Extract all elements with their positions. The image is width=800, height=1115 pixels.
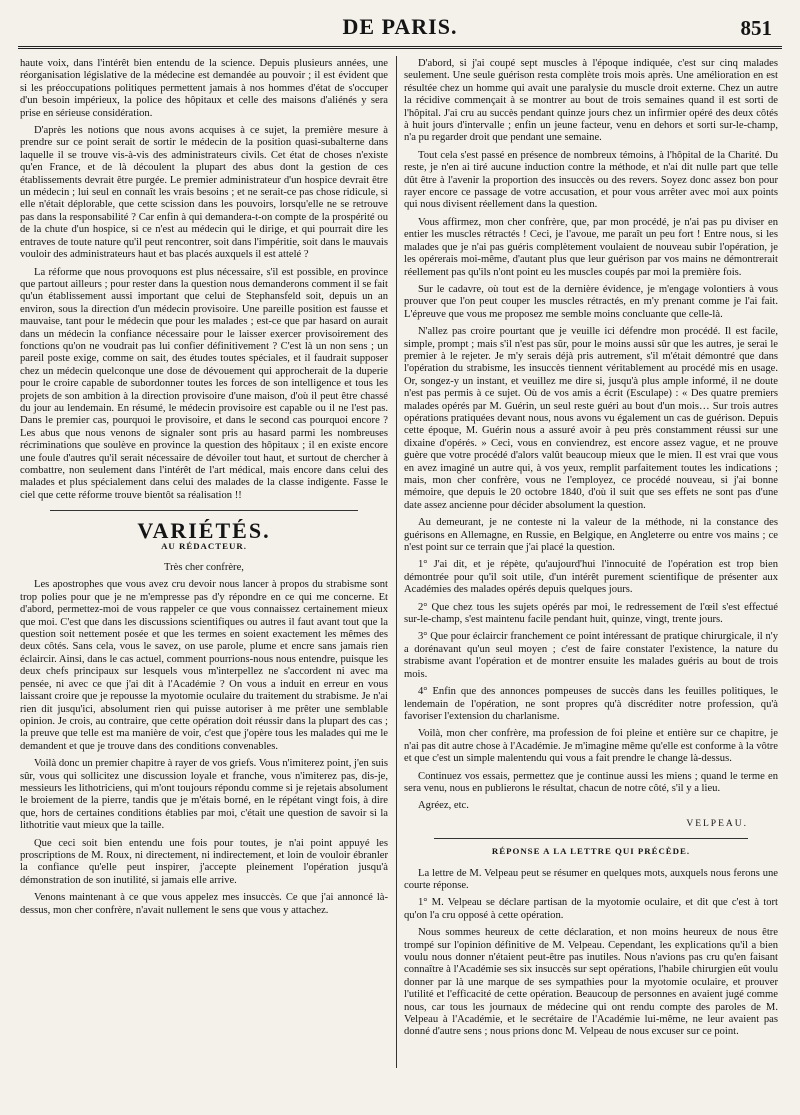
right-paragraph-6: Au demeurant, je ne conteste ni la valeur de la méthode, ni la constance des guérisons en Allemagne, en Russie, en Belgique, en Angleterre ou entre vos mains ; ce n'est point sur ce terrain que j'ai placé la question.: [404, 517, 778, 554]
left-paragraph-5: Voilà donc un premier chapitre à rayer de vos griefs. Vous n'imiterez point, j'en suis sûr, vous qui sollicitez une discussion loyale et franche, vous n'imiterez pas, dis-je, messieurs les lithotriciens, qui m'ont toujours répondu comme si je rejetais absolument le broiement de la pierre, tandis que je m'étais borné, en le répétant vingt fois, à dire que, hors de certaines conditions établies par moi, c'était une question de savoir si la lithotritie vaut mieux que la taille.: [20, 758, 388, 832]
numbered-points: [404, 559, 778, 723]
right-paragraph-1: D'abord, si j'ai coupé sept muscles à l'époque indiquée, c'est sur cinq malades seulement. Une seule guérison resta complète trois mois après. Une amélioration en est résultée chez un homme qui avait une paralysie du muscle droit externe. Chez un autre la récidive commençait à se montrer au bout de trois semaines quand il est sorti de l'hôpital. J'ai cru au succès pendant quinze jours chez un infirmier opéré des deux côtés à huit jours d'intervalle ; enfin un jeune facteur, venu en dehors et sorti sur-le-champ, n'a pu regarder droit que pendant une semaine.: [404, 58, 778, 144]
section-separator: [50, 510, 358, 511]
right-paragraph-4: Sur le cadavre, où tout est de la dernière évidence, je m'engage volontiers à vous prouver que l'on peut couper les muscles rétractés, en m'y prenant comme je l'ai fait. L'épreuve que vous me proposez me semble moins concluante que celle-là.: [404, 283, 778, 320]
header-rule: [18, 46, 782, 49]
column-divider: [396, 56, 397, 1068]
reply-title: RÉPONSE A LA LETTRE QUI PRÉCÈDE.: [491, 846, 691, 857]
right-paragraph-11: Voilà, mon cher confrère, ma profession de foi pleine et entière sur ce chapitre, je n'ai pas dit autre chose à l'Académie. Je m'imagine même qu'elle est conforme à la vôtre et que c'est un simple malentendu qui vous a fait prendre le change là-dessus.: [404, 728, 778, 765]
left-paragraph-7: Venons maintenant à ce que vous appelez mes insuccès. Ce que j'ai annoncé là-dessus, mon cher confrère, n'avait nullement le sens que vous y attachez.: [20, 892, 388, 916]
reply-separator: [434, 838, 748, 839]
point-3: 3° Que pour éclaircir franchement ce point intéressant de pratique chirurgicale, il n'y a dorénavant qu'un seul moyen ; c'est de faire constater l'existence, la nature du strabisme avant l'opération et de montrer ensuite les malades guéris au bout de trois mois.: [404, 631, 778, 680]
right-paragraph-3: Vous affirmez, mon cher confrère, que, par mon procédé, je n'ai pas pu diviser en entier les muscles rétractés ! Ceci, je l'avoue, me paraît un peu fort ! Entre nous, si les malades que je n'ai pas guéris complètement voulaient de nouveau subir l'opération, je les opérerais moi-même, d'autant plus que leur guérison par vos mains ne démontrerait réellement pas qu'ils n'ont point eu les muscles coupés par moi la première fois.: [404, 216, 778, 278]
right-paragraph-13: La lettre de M. Velpeau peut se résumer en quelques mots, auxquels nous ferons une courte réponse.: [404, 867, 778, 891]
left-paragraph-4: Les apostrophes que vous avez cru devoir nous lancer à propos du strabisme sont trop polies pour que je ne m'empresse pas d'y répondre en ce qui me concerne. Et d'abord, permettez-moi de vous rappeler ce que vous connaissez certainement mieux que moi. C'est que dans les discussions scientifiques ou autres il faut avant tout que la question soit nettement posée et que les termes en soient exactement les mêmes des deux côtés. Sans cela, vous le savez, on use parole, plume et encre sans jamais rien éclaircir. Ainsi, dans le cas actuel, comment pourrions-nous nous entendre, puisque les deux chefs principaux sur lesquels vous m'interpellez ne s'accordent ni avec ma pensée, ni avec ce que j'ai dit à l'Académie ? On vous a induit en erreur en vous laissant croire que je repousse la myotomie oculaire du traitement du strabisme. Je n'ai rien dit jusqu'ici, absolument rien qui puisse autoriser à me prêter une semblable opinion. Je crois, au contraire, que cette opération doit réussir dans la plupart des cas ; la preuve que telle est ma manière de voir, c'est que j'opère tous les malades qui me le demandent et que je trouve dans des conditions convenables.: [20, 579, 388, 752]
letter-salutation: Très cher confrère,: [164, 562, 244, 574]
left-paragraph-3: La réforme que nous provoquons est plus nécessaire, s'il est possible, en province que partout ailleurs ; pour rester dans la question nous demanderons comment il se fait qu'un établissement aussi important que celui de Stephansfeld soit, depuis un an environ, sous la direction d'un médecin provisoire. Une pareille position est fausse et mauvaise, tant pour le médecin que pour les malades ; est-ce que par hasard on aurait dans un médecin la confiance nécessaire pour le laisser exercer provisoirement des fonctions qu'on ne voudrait pas lui confier définitivement ? C'est là un non sens ; un pareil poste exige, comme on sait, des études toutes spéciales, et il faudrait supposer chez un médecin quelconque une dose de dévouement qui approcherait de la duperie pour le croire capable de subordonner toutes les forces de son intelligence et tous les projets de son ambition à la direction provisoire d'une maison, d'où il peut être chassé du jour au lendemain. En résumé, le médecin provisoire est capable ou il ne l'est pas. Dans le premier cas, pourquoi le provisoire, et dans le second cas pourquoi encore ? Les abus que nous venons de signaler sont pris au hasard parmi les nombreuses récriminations que soulève en province la question des hôpitaux ; il en existe encore une foule d'autres qu'il serait nécessaire de dévoiler tout haut, et surtout de chercher à combattre, non seulement dans l'intérêt de l'art médical, mais encore dans celui des malades et plus spécialement dans celui des malades de la classe indigente. Fasse le ciel que cette réforme trouve bientôt sa réalisation !!: [20, 266, 388, 501]
letter-closing: Agréez, etc.: [418, 800, 469, 812]
signature: VELPEAU.: [686, 818, 748, 829]
point-4: 4° Enfin que des annonces pompeuses de succès dans les feuilles politiques, le lendemain de l'opération, ne sont propres qu'à discréditer notre profession, qu'à favoriser l'extension du charlanisme.: [404, 686, 778, 722]
point-1: 1° J'ai dit, et je répète, qu'aujourd'hui l'innocuité de l'opération est trop bien démontrée pour qu'il soit utile, d'un intérêt purement scientifique de présenter aux Académies des malades opérés depuis quelques jours.: [404, 559, 778, 596]
right-paragraph-14: 1° M. Velpeau se déclare partisan de la myotomie oculaire, et dit que c'est à tort qu'on l'a cru opposé à cette opération.: [404, 897, 778, 921]
section-title: VARIÉTÉS.: [137, 518, 271, 544]
left-column: [20, 58, 388, 922]
page-number: 851: [740, 16, 772, 40]
left-paragraph-6: Que ceci soit bien entendu une fois pour toutes, je n'ai point appuyé les proscriptions de M. Roux, ni directement, ni indirectement, et loin de vouloir ébranler la confiance qu'elle peut inspirer, j'accepte pleinement l'opération jusqu'à démonstration de son inutilité, si jamais elle arrive.: [20, 837, 388, 886]
right-paragraph-12: Continuez vos essais, permettez que je continue aussi les miens ; quand le terme en sera venu, nous en publierons le résultat, chacun de notre côté, s'il y a lieu.: [404, 770, 778, 794]
right-paragraph-2: Tout cela s'est passé en présence de nombreux témoins, à l'hôpital de la Charité. Du reste, je n'en ai tiré aucune induction contre la méthode, et n'ai dit nulle part que telle dût être à l'avenir la proportion des insuccès ou des revers. Soyez donc assez bon pour rayer encore ce passage de votre accusation, et pour vous arrêter avec moi aux points qui nous divisent réellement dans la question.: [404, 149, 778, 211]
right-column: [404, 58, 778, 1044]
masthead-title: DE PARIS.: [342, 14, 458, 39]
section-subtitle: AU RÉDACTEUR.: [161, 540, 247, 551]
left-paragraph-1: haute voix, dans l'intérêt bien entendu de la science. Depuis plusieurs années, une réorganisation législative de la médecine est demandée au pouvoir ; il est évident que si les préoccupations politiques permettent jamais à nos hommes d'état de s'occuper d'un besoin impérieux, la police des hôpitaux et celle des maisons d'aliénés y sera prise en sérieuse considération.: [20, 58, 388, 119]
right-paragraph-15: Nous sommes heureux de cette déclaration, et non moins heureux de nous être trompé sur l'opinion définitive de M. Velpeau. Cependant, les explications qu'il a bien voulu nous donner n'étaient peut-être pas inutiles. Nous n'avions pas cru qu'en faisant connaître à l'Académie ses six insuccès sur sept opérations, l'habile chirurgien eût voulu donner par là une marque de ses sympathies pour la myotomie oculaire, et prouver l'utilité et l'efficacité de cette opération. Beaucoup de personnes en avaient jugé comme nous, car tous les journaux de médecine qui ont rendu compte des paroles de M. Velpeau à l'Académie, et le secrétaire de l'Académie lui-même, ne leur avaient pas donné d'autre sens ; nous prions donc M. Velpeau de nous excuser sur ce point.: [404, 927, 778, 1038]
point-2: 2° Que chez tous les sujets opérés par moi, le redressement de l'œil s'est effectué sur-le-champ, s'est maintenu facile pendant huit, quinze, vingt, trente jours.: [404, 601, 778, 626]
right-paragraph-5: N'allez pas croire pourtant que je veuille ici défendre mon procédé. Il est facile, simple, prompt ; mais s'il n'est pas sûr, pour le moins aussi sûr que les autres, je serai le premier à le rejeter. Je m'y serais déjà pris autrement, s'il m'était démontré que dans l'opération du strabisme, les insuccès tiennent véritablement au procédé mis en usage. Or, songez-y un instant, et veuillez me dire si, jusqu'à plus ample informé, il ne doute n'est pas permis à ce sujet. Où de vos amis a écrit (Esculape) : « Des quatre premiers malades opérés par M. Guérin, un seul reste guéri au bout d'un mois… Sur trois autres opérations pratiquées devant nous, nous avons vu également un cas de guérison. Depuis cette époque, M. Guérin nous a assuré avoir à peu près constamment réussi sur une dixaine d'opérés. » Ceci, vous en conviendrez, est encore assez vague, et ne prouve guère que votre procédé d'alors valût beaucoup mieux que le mien. Il est vrai que vous en avez imaginé un autre qui, à vos yeux, remplit parfaitement toutes les indications ; mais, mon cher confrère, vous ne l'employez, ce procédé nouveau, si j'ai bonne mémoire, que depuis le 20 octobre 1840, d'où il suit que ses effets ne sont pas d'une date assez ancienne pour décider absolument la question.: [404, 326, 778, 511]
left-paragraph-2: D'après les notions que nous avons acquises à ce sujet, la première mesure à prendre sur ce point serait de sortir le médecin de la position quasi-subalterne dans laquelle il se trouve vis-à-vis des administrateurs civils. Cet état de choses n'existe qu'en France, et de là découlent la plupart des abus dont la gestion de ces établissements devrait être purgée. Le premier administrateur d'un hospice devrait être un médecin ; lui seul en connaît les vrais besoins ; et ne serait-ce pas chose ridicule, si elle n'était déplorable, que cette scission dans les pouvoirs, lorsqu'elle ne se retrouve pas dans la responsabilité ? Car enfin à qui demandera-t-on compte de la prospérité ou de la chute d'un hospice, si ce n'est au médecin qui le dirige, et qui pourrait dire les entraves de toute nature qu'il peut rencontrer, soit dans l'impéritie, soit dans le mauvais vouloir des administrateurs haut et bas placés auxquels il est attelé ?: [20, 125, 388, 261]
